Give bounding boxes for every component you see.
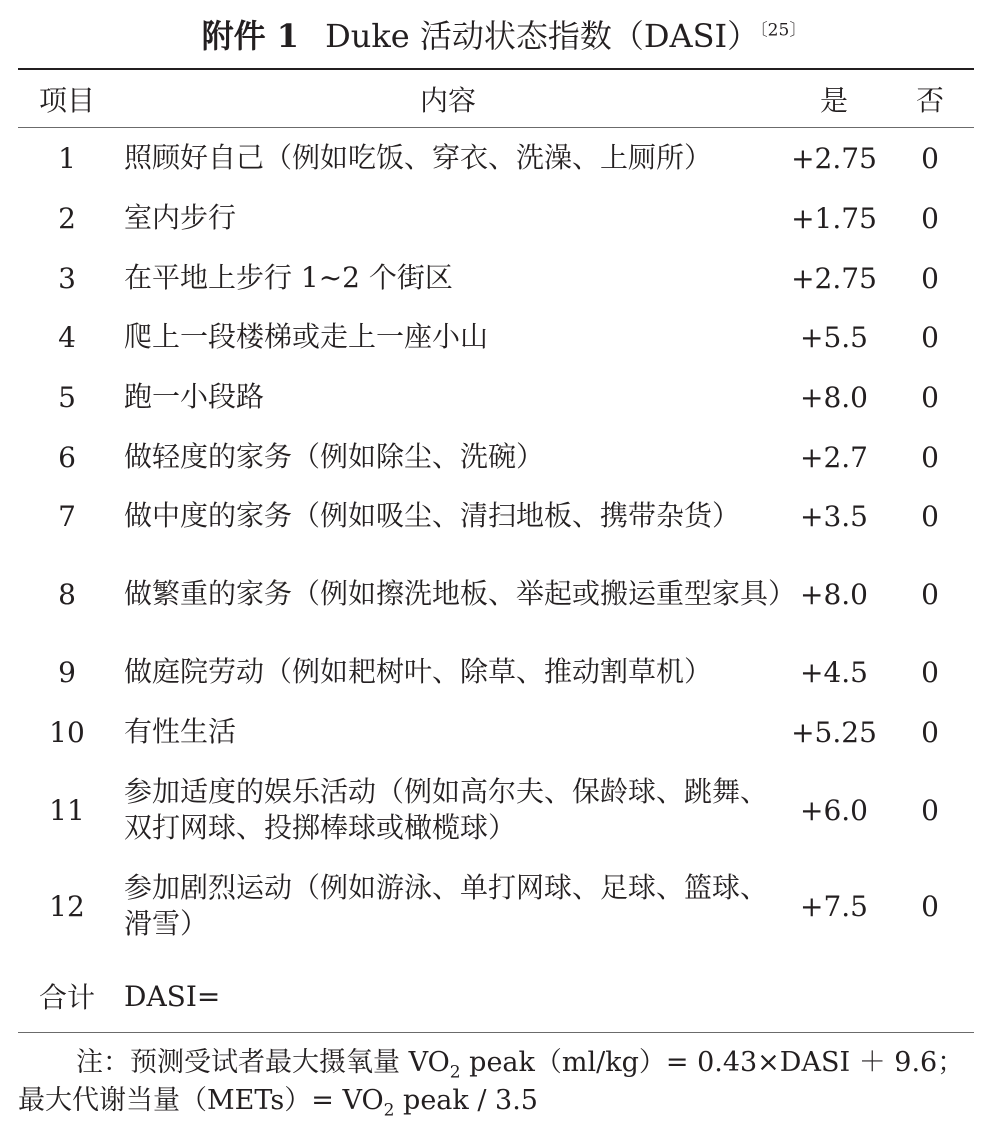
table-row bbox=[18, 129, 974, 187]
row-no-score: 0 bbox=[921, 889, 939, 923]
row-yes-score: +3.5 bbox=[800, 499, 868, 533]
bottom-rule bbox=[18, 1032, 974, 1033]
table-row bbox=[18, 249, 974, 307]
header-content: 内容 bbox=[419, 84, 476, 117]
row-no-score: 0 bbox=[921, 499, 939, 533]
row-no-score: 0 bbox=[921, 261, 939, 295]
table-row bbox=[18, 703, 974, 761]
table-row bbox=[18, 308, 974, 366]
row-yes-score: +5.25 bbox=[791, 715, 877, 749]
row-content: 照顾好自己（例如吃饭、穿衣、洗澡、上厕所） bbox=[124, 141, 713, 174]
row-content: 有性生活 bbox=[124, 715, 237, 748]
row-number: 9 bbox=[58, 655, 76, 689]
row-number: 3 bbox=[58, 261, 76, 295]
row-content: 爬上一段楼梯或走上一座小山 bbox=[124, 320, 489, 353]
header-rule bbox=[18, 127, 974, 128]
note-line-2: 最大代谢当量（METs）= $VO_2$ peak / 3.5 bbox=[18, 1085, 538, 1121]
row-yes-score: +6.0 bbox=[800, 793, 868, 827]
row-content: 做繁重的家务（例如擦洗地板、举起或搬运重型家具） bbox=[124, 577, 797, 610]
row-yes-score: +1.75 bbox=[791, 201, 877, 235]
row-yes-score: +2.75 bbox=[791, 261, 877, 295]
row-content: 跑一小段路 bbox=[124, 380, 265, 413]
row-number: 10 bbox=[49, 715, 85, 749]
table-note bbox=[18, 1044, 978, 1120]
row-no-score: 0 bbox=[921, 201, 939, 235]
row-no-score: 0 bbox=[921, 380, 939, 414]
table-header bbox=[18, 72, 974, 126]
header-item: 项目 bbox=[38, 84, 95, 117]
note-line-1: 注：预测受试者最大摄氧量 $VO_2$ peak（ml/kg）= 0.43×DASI ＋ 9.6； bbox=[76, 1047, 965, 1083]
row-content: 参加适度的娱乐活动（例如高尔夫、保龄球、跳舞、双打网球、投掷棒球或橄榄球） bbox=[124, 775, 769, 844]
table-row bbox=[18, 763, 974, 857]
title-text: Duke 活动状态指数（DASI） bbox=[325, 17, 760, 55]
header-no: 否 bbox=[915, 84, 944, 117]
row-yes-score: +8.0 bbox=[800, 380, 868, 414]
row-yes-score: +7.5 bbox=[800, 889, 868, 923]
total-row bbox=[18, 972, 974, 1020]
reference-mark: 〔25〕 bbox=[759, 20, 807, 41]
row-number: 5 bbox=[58, 380, 76, 414]
row-no-score: 0 bbox=[921, 577, 939, 611]
table-row bbox=[18, 643, 974, 701]
top-rule bbox=[18, 68, 974, 70]
row-content: 做中度的家务（例如吸尘、清扫地板、携带杂货） bbox=[124, 499, 741, 532]
row-number: 1 bbox=[58, 141, 76, 175]
row-yes-score: +8.0 bbox=[800, 577, 868, 611]
row-number: 7 bbox=[58, 499, 76, 533]
row-yes-score: +5.5 bbox=[800, 320, 868, 354]
row-no-score: 0 bbox=[921, 655, 939, 689]
row-yes-score: +2.75 bbox=[791, 141, 877, 175]
row-number: 12 bbox=[49, 889, 85, 923]
table-row bbox=[18, 547, 974, 641]
row-content: 在平地上步行 1~2 个街区 bbox=[124, 261, 453, 294]
row-no-score: 0 bbox=[921, 320, 939, 354]
row-no-score: 0 bbox=[921, 141, 939, 175]
row-no-score: 0 bbox=[921, 715, 939, 749]
total-value: DASI= bbox=[124, 979, 221, 1013]
header-yes: 是 bbox=[819, 84, 848, 117]
row-number: 4 bbox=[58, 320, 76, 354]
row-content: 参加剧烈运动（例如游泳、单打网球、足球、篮球、滑雪） bbox=[124, 871, 769, 940]
table-row bbox=[18, 189, 974, 247]
row-yes-score: +4.5 bbox=[800, 655, 868, 689]
row-number: 8 bbox=[58, 577, 76, 611]
row-number: 6 bbox=[58, 440, 76, 474]
row-number: 2 bbox=[58, 201, 76, 235]
row-no-score: 0 bbox=[921, 793, 939, 827]
table-row bbox=[18, 859, 974, 953]
table-row bbox=[18, 368, 974, 426]
row-no-score: 0 bbox=[921, 440, 939, 474]
table-row bbox=[18, 487, 974, 545]
table-row bbox=[18, 428, 974, 486]
table-title bbox=[0, 14, 1008, 58]
appendix-label: 附件 1 bbox=[201, 17, 300, 55]
row-content: 做庭院劳动（例如耙树叶、除草、推动割草机） bbox=[124, 655, 713, 688]
row-content: 室内步行 bbox=[124, 201, 237, 234]
row-yes-score: +2.7 bbox=[800, 440, 868, 474]
row-content: 做轻度的家务（例如除尘、洗碗） bbox=[124, 440, 545, 473]
row-number: 11 bbox=[49, 793, 85, 827]
total-label: 合计 bbox=[38, 981, 95, 1014]
